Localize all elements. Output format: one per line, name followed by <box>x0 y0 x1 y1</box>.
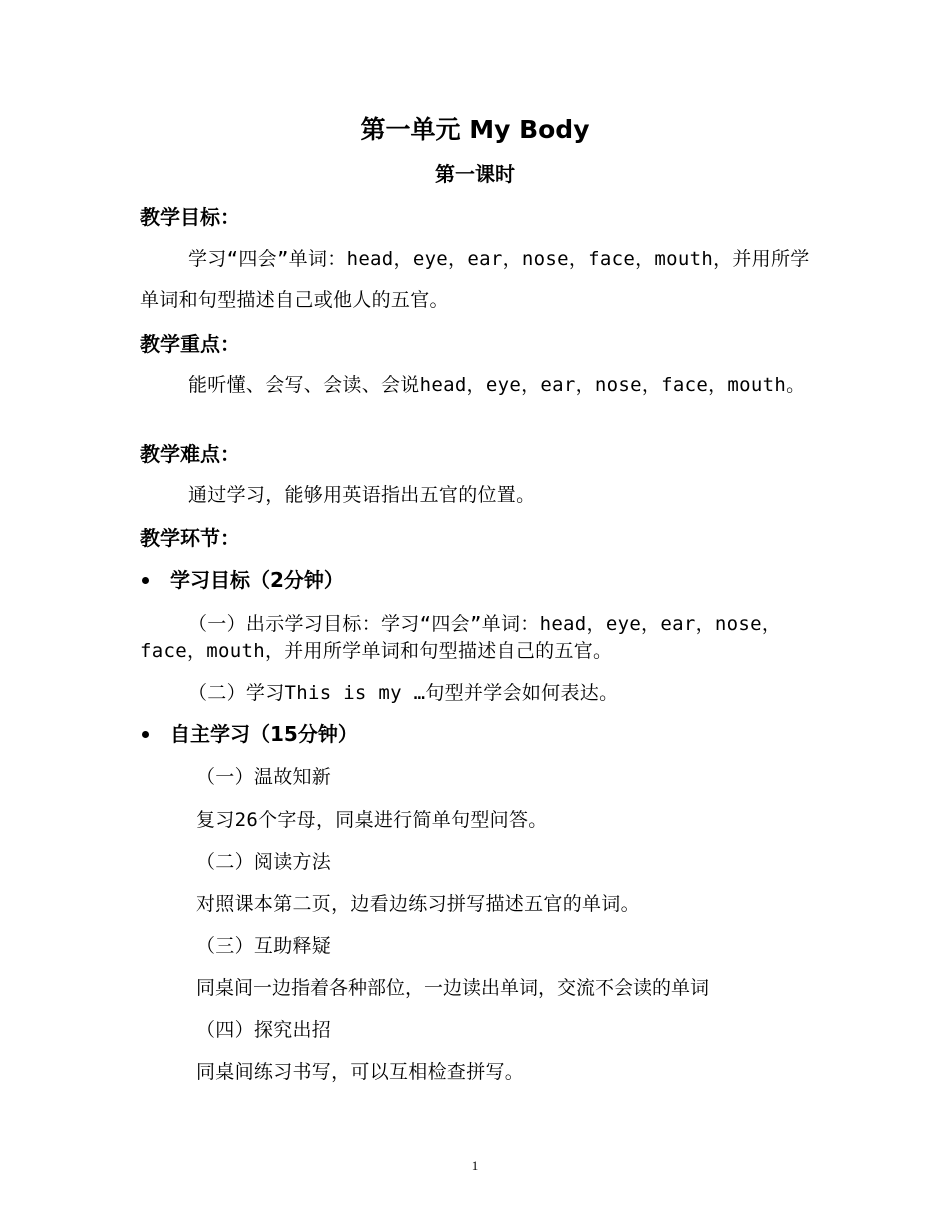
key-points-text <box>140 372 812 399</box>
difficulties-text <box>140 475 812 516</box>
key-points-text-content: 能听懂、会写、会读、会说head，eye，ear，nose，face，mouth。 <box>188 374 806 396</box>
section1-item1-text: （一）出示学习目标：学习“四会”单词：head，eye，ear，nose，face，mouth，并用所学单词和句型描述自己的五官。 <box>140 613 782 662</box>
list-item: 同桌间一边指着各种部位，一边读出单词，交流不会读的单词 <box>196 977 710 999</box>
list-item: 复习26个字母，同桌进行简单句型问答。 <box>196 809 548 831</box>
difficulties-text-content: 通过学习，能够用英语指出五官的位置。 <box>188 484 536 506</box>
section1-heading-text: 学习目标（2分钟） <box>170 568 344 592</box>
list-item: （三）互助释疑 <box>196 935 332 957</box>
section1-item2: （二）学习This is my …句型并学会如何表达。 <box>188 682 619 704</box>
bullet-icon <box>142 731 149 738</box>
list-item: （四）探究出招 <box>196 1019 332 1041</box>
goals-heading: 教学目标： <box>140 205 240 229</box>
steps-heading: 教学环节： <box>140 526 240 550</box>
section1-item1 <box>140 611 812 665</box>
goals-text-content: 学习“四会”单词：head，eye，ear，nose，face，mouth，并用所学单词和句型描述自己或他人的五官。 <box>140 248 810 311</box>
list-item: 同桌间练习书写，可以互相检查拼写。 <box>196 1061 525 1083</box>
key-points-heading: 教学重点： <box>140 332 240 356</box>
section2-heading <box>140 720 358 748</box>
list-item: （二）阅读方法 <box>196 851 332 873</box>
section1-heading <box>140 566 344 594</box>
document-title: 第一单元 My Body <box>360 115 590 144</box>
difficulties-heading: 教学难点： <box>140 442 240 466</box>
list-item: （一）温故知新 <box>196 766 332 788</box>
bullet-icon <box>142 577 149 584</box>
goals-text <box>140 239 812 321</box>
list-item: 对照课本第二页，边看边练习拼写描述五官的单词。 <box>196 893 640 915</box>
page-number: 1 <box>471 1158 479 1173</box>
document-subtitle: 第一课时 <box>435 162 515 186</box>
section2-heading-text: 自主学习（15分钟） <box>170 722 358 746</box>
